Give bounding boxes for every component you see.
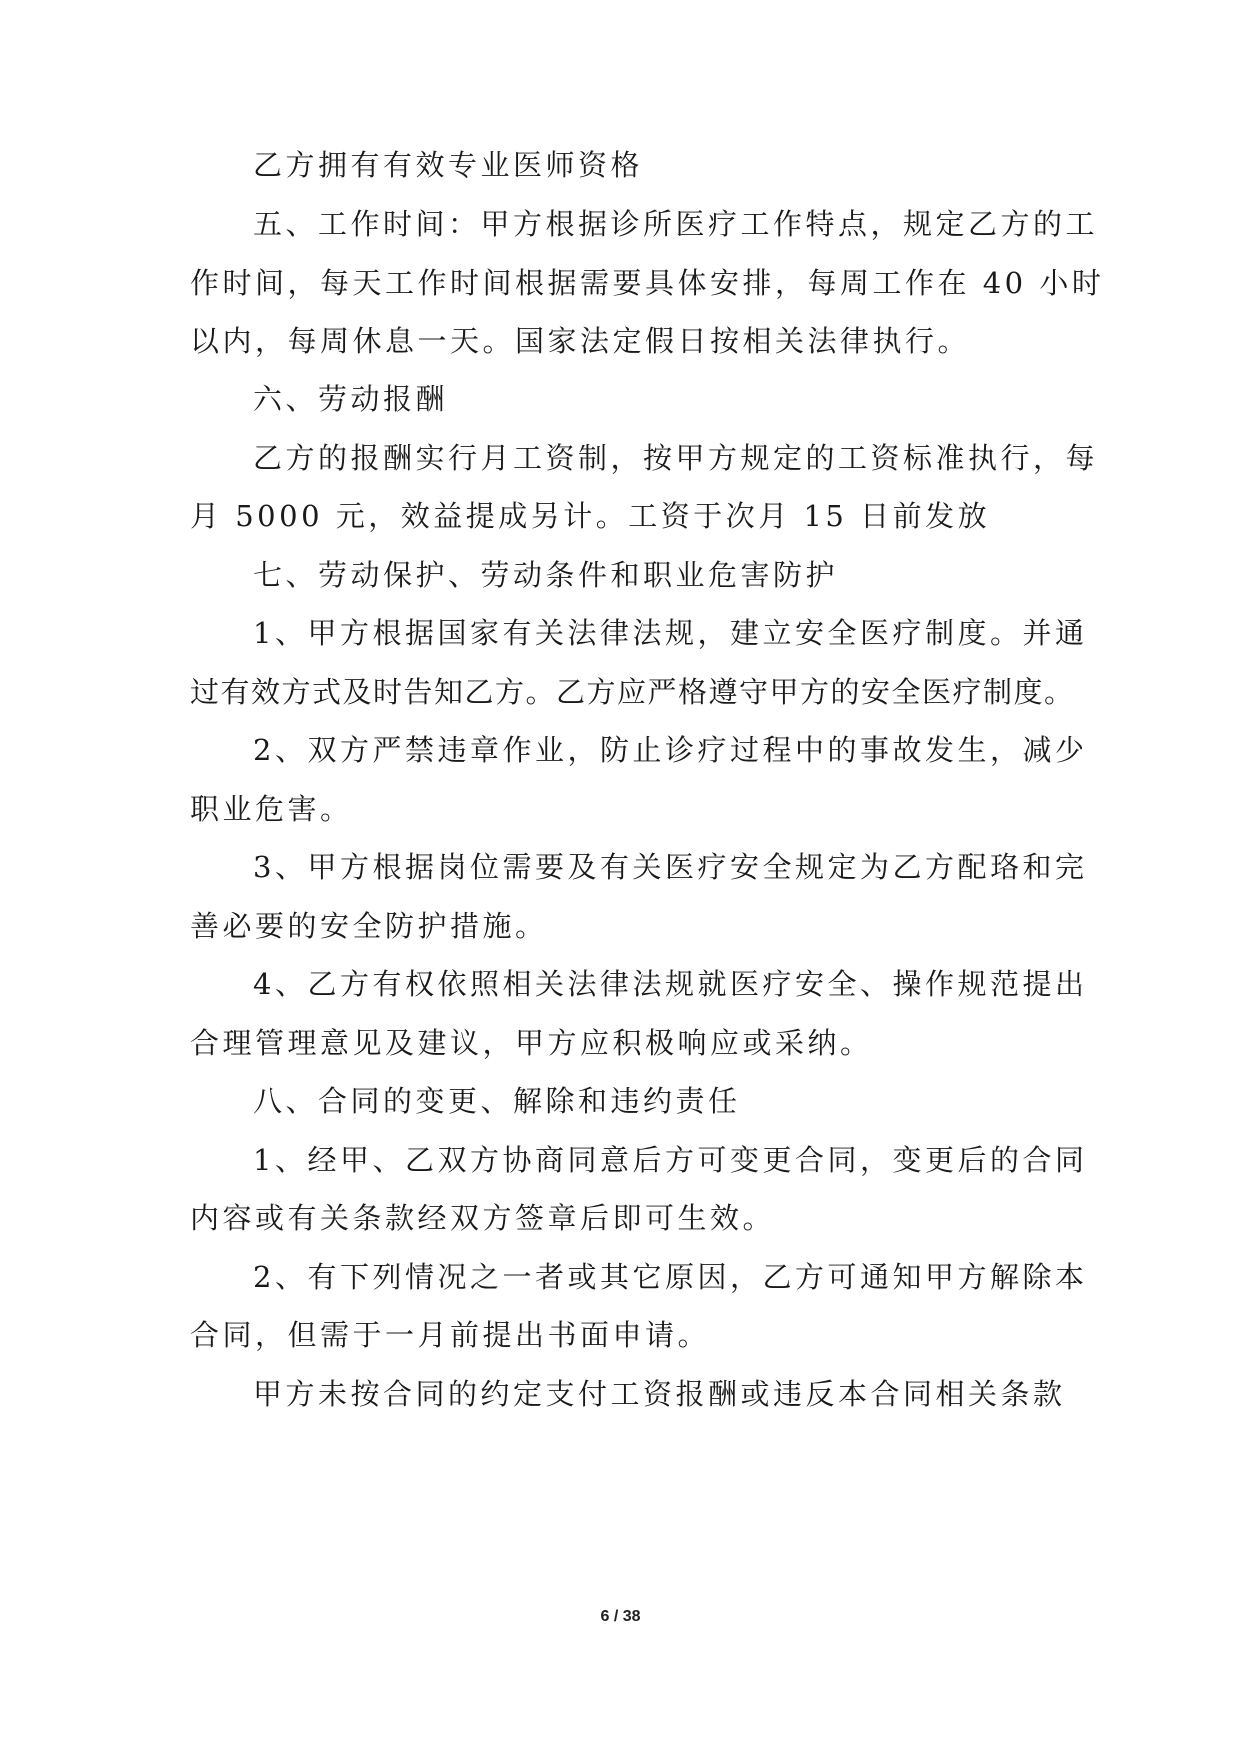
paragraph-line: 1、经甲、乙双方协商同意后方可变更合同，变更后的合同 — [253, 1143, 1088, 1177]
paragraph-line: 作时间，每天工作时间根据需要具体安排，每周工作在 40 小时 — [190, 266, 1105, 300]
section-heading: 八、合同的变更、解除和违约责任 — [253, 1084, 741, 1118]
paragraph-line: 月 5000 元，效益提成另计。工资于次月 15 日前发放 — [190, 499, 991, 533]
section-heading: 六、劳动报酬 — [253, 382, 449, 416]
paragraph-line: 合同，但需于一月前提出书面申请。 — [190, 1318, 711, 1352]
paragraph-line: 职业危害。 — [190, 792, 353, 826]
paragraph-line: 以内，每周休息一天。国家法定假日按相关法律执行。 — [190, 324, 971, 358]
paragraph-line: 五、工作时间：甲方根据诊所医疗工作特点，规定乙方的工 — [253, 207, 1099, 241]
paragraph-line: 合理管理意见及建议，甲方应积极响应或采纳。 — [190, 1026, 873, 1060]
paragraph-line: 过有效方式及时告知乙方。乙方应严格遵守甲方的安全医疗制度。 — [190, 675, 1075, 709]
page-number: 6 / 38 — [600, 1608, 641, 1625]
paragraph-line: 4、乙方有权依照相关法律法规就医疗安全、操作规范提出 — [253, 967, 1088, 1001]
paragraph-line: 2、双方严禁违章作业，防止诊疗过程中的事故发生，减少 — [253, 733, 1088, 767]
paragraph-line: 2、有下列情况之一者或其它原因，乙方可通知甲方解除本 — [253, 1260, 1088, 1294]
paragraph-line: 3、甲方根据岗位需要及有关医疗安全规定为乙方配珞和完 — [253, 850, 1088, 884]
paragraph-line: 乙方的报酬实行月工资制，按甲方规定的工资标准执行，每 — [253, 441, 1099, 475]
paragraph-line: 甲方未按合同的约定支付工资报酬或违反本合同相关条款 — [253, 1377, 1066, 1411]
paragraph-line: 1、甲方根据国家有关法律法规，建立安全医疗制度。并通 — [253, 616, 1088, 650]
paragraph-line: 乙方拥有有效专业医师资格 — [253, 148, 644, 182]
paragraph-line: 善必要的安全防护措施。 — [190, 909, 548, 943]
section-heading: 七、劳动保护、劳动条件和职业危害防护 — [253, 558, 839, 592]
paragraph-line: 内容或有关条款经双方签章后即可生效。 — [190, 1201, 776, 1235]
